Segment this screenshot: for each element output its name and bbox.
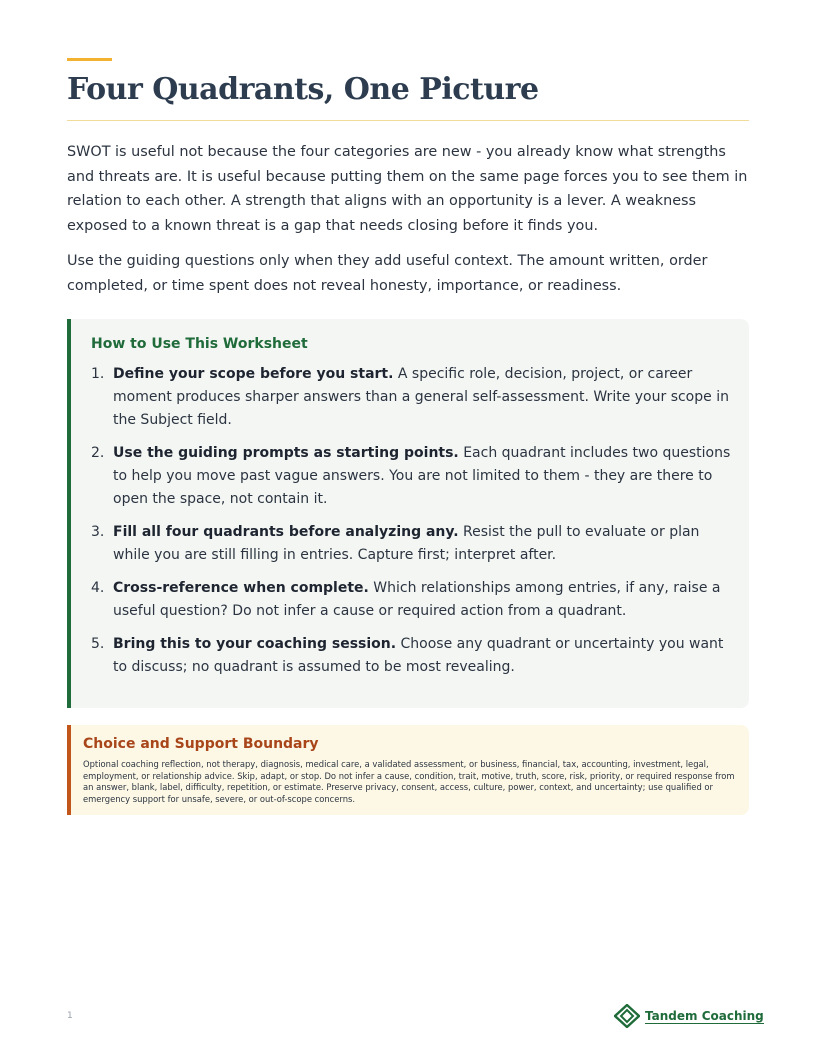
step-heading: Define your scope before you start. — [113, 366, 394, 382]
instruction-step-5 — [91, 633, 731, 679]
instruction-step-3 — [91, 521, 731, 567]
page-title: Four Quadrants, One Picture — [67, 72, 539, 107]
step-number: 4. — [91, 580, 105, 596]
step-text: Each quadrant includes two questions to help you move past vague answers. You are not limited to them - they are there to open the space, not contain it. — [113, 445, 731, 507]
step-number: 1. — [91, 366, 105, 382]
title-divider — [67, 120, 749, 121]
how-to-use-title: How to Use This Worksheet — [91, 336, 308, 352]
boundary-title: Choice and Support Boundary — [83, 736, 319, 752]
step-heading: Bring this to your coaching session. — [113, 636, 397, 652]
step-text: Choose any quadrant or uncertainty you want to discuss; no quadrant is assumed to be most revealing. — [113, 636, 724, 675]
boundary-text: Optional coaching reflection, not therapy, diagnosis, medical care, a validated assessment, or business, financial, tax, accounting, investment, legal, employment, or relationship advice. Skip, adapt, or stop. Do not infer a cause, condition, trait, motive, truth, score, risk, priority, or required response from an answer, blank, label, difficulty, repetition, or estimate. Preserve privacy, consent, access, culture, power, context, and uncertainty; use qualified or emergency support for unsafe, severe, or out-of-scope concerns. — [83, 759, 735, 805]
step-text: Which relationships among entries, if any, raise a useful question? Do not infer a cause or required action from a quadrant. — [113, 580, 721, 619]
step-heading: Fill all four quadrants before analyzing any. — [113, 524, 459, 540]
step-heading: Cross-reference when complete. — [113, 580, 369, 596]
how-to-use-panel — [67, 319, 749, 708]
instructions-list — [91, 363, 731, 689]
instruction-step-1 — [91, 363, 731, 432]
instruction-step-4 — [91, 577, 731, 623]
intro-paragraph-1: SWOT is useful not because the four categories are new - you already know what strengths and threats are. It is useful because putting them on the same page forces you to see them in relation to each other. A strength that aligns with an opportunity is a lever. A weakness exposed to a known threat is a gap that needs closing before it finds you. — [67, 144, 748, 234]
step-number: 5. — [91, 636, 105, 652]
step-text: A specific role, decision, project, or career moment produces sharper answers than a general self-assessment. Write your scope in the Subject field. — [113, 366, 729, 428]
step-text: Resist the pull to evaluate or plan while you are still filling in entries. Capture first; interpret after. — [113, 524, 700, 563]
brand-footer — [614, 1004, 764, 1028]
diamond-logo-icon — [614, 1004, 640, 1028]
brand-name: Tandem Coaching — [645, 1008, 764, 1023]
step-number: 3. — [91, 524, 105, 540]
support-boundary-panel — [67, 725, 749, 815]
step-heading: Use the guiding prompts as starting points. — [113, 445, 459, 461]
title-accent-bar — [67, 58, 112, 61]
intro-paragraph-2: Use the guiding questions only when they add useful context. The amount written, order completed, or time spent does not reveal honesty, importance, or readiness. — [67, 253, 708, 294]
instruction-step-2 — [91, 442, 731, 511]
page-number: 1 — [67, 1011, 73, 1021]
step-number: 2. — [91, 445, 105, 461]
